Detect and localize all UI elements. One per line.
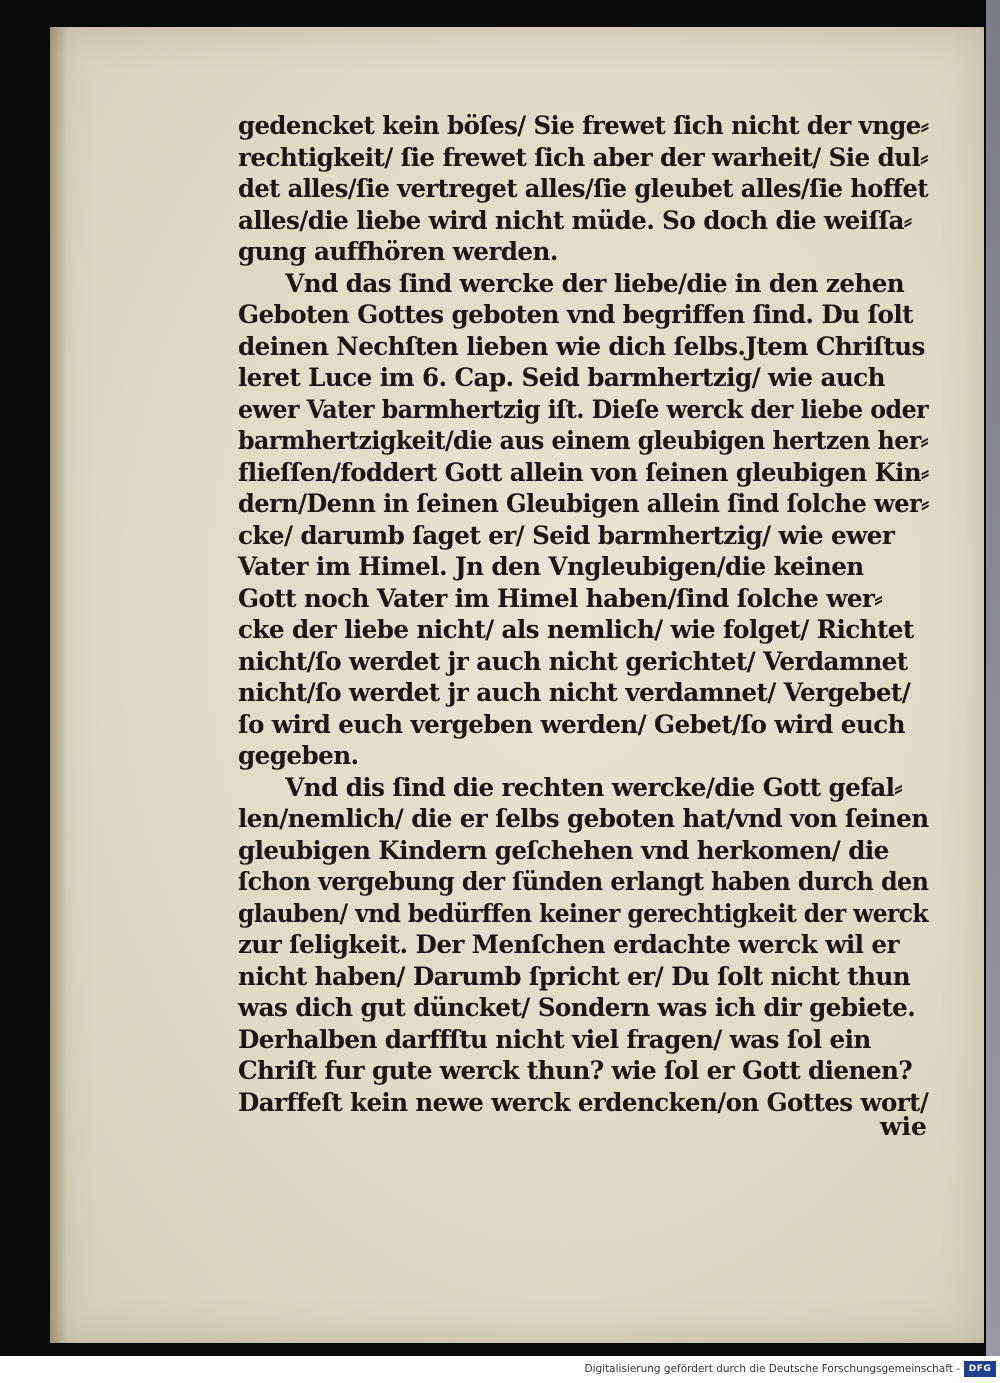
text-line: cke der liebe nicht/ als nemlich/ wie folget/ Richtet: [238, 615, 914, 644]
catchword: wie: [880, 1112, 927, 1141]
text-line: deinen Nechſten lieben wie dich ſelbs.Jtem Chriſtus: [238, 331, 925, 361]
text-line: Chriſt fur gute werck thun? wie ſol er Gott dienen?: [238, 1056, 913, 1085]
text-line: gegeben.: [238, 741, 359, 770]
text-line: ſchon vergebung der ſünden erlangt haben durch den: [238, 867, 929, 896]
text-line: ewer Vater barmhertzig iſt. Dieſe werck der liebe oder: [238, 394, 929, 424]
footer-bar: [0, 1356, 1000, 1383]
text-line: nicht haben/ Darumb ſpricht er/ Du ſolt nicht thun: [238, 961, 911, 991]
text-line: leret Luce im 6. Cap. Seid barmhertzig/ wie auch: [238, 363, 885, 392]
text-line: cke/ darumb ſaget er/ Seid barmhertzig/ wie ewer: [238, 520, 895, 550]
text-line: nicht/ſo werdet jr auch nicht verdamnet/ Vergebet/: [238, 678, 911, 707]
text-line: glauben/ vnd bedürffen keiner gerechtigkeit der werck: [238, 898, 929, 928]
text-line: Gott noch Vater im Himel haben/ſind ſolche wer⸗: [238, 583, 882, 613]
text-line: gung auffhören werden.: [238, 237, 558, 266]
text-line: dern/Denn in ſeinen Gleubigen allein ſind ſolche wer⸗: [238, 489, 929, 518]
text-line: alles/die liebe wird nicht müde. So doch die weiſſa⸗: [238, 205, 912, 235]
text-line: rechtigkeit/ ſie frewet ſich aber der warheit/ Sie dul⸗: [238, 142, 928, 172]
scan-edge-strip: [986, 0, 1000, 1356]
text-line: gleubigen Kindern geſchehen vnd herkomen/ die: [238, 835, 889, 865]
page-text-block: [238, 110, 938, 1118]
text-line: was dich gut düncket/ Sondern was ich dir gebiete.: [238, 993, 916, 1022]
text-line: Darffeſt kein newe werck erdencken/on Gottes wort/: [238, 1087, 929, 1117]
text-line: barmhertzigkeit/die aus einem gleubigen hertzen her⸗: [238, 426, 928, 455]
text-line: nicht/ſo werdet jr auch nicht gerichtet/ Verdamnet: [238, 646, 908, 676]
text-line: gedencket kein böſes/ Sie frewet ſich nicht der vnge⸗: [238, 111, 929, 140]
text-line: flieſſen/foddert Gott allein von ſeinen gleubigen Kin⸗: [238, 457, 929, 487]
text-line: Vater im Himel. Jn den Vngleubigen/die keinen: [238, 552, 864, 581]
text-line: zur ſeligkeit. Der Menſchen erdachte werck wil er: [238, 930, 899, 959]
text-line: len/nemlich/ die er ſelbs geboten hat/vnd von ſeinen: [238, 804, 929, 833]
text-line: Vnd dis ſind die rechten wercke/die Gott gefal⸗: [285, 772, 902, 802]
text-line: Geboten Gottes geboten vnd begriffen ſind. Du ſolt: [238, 300, 913, 329]
dfg-logo-icon: DFG: [964, 1361, 996, 1377]
text-line: ſo wird euch vergeben werden/ Gebet/ſo wird euch: [238, 709, 905, 739]
funding-credit: Digitalisierung gefördert durch die Deutsche Forschungsgemeinschaft -: [584, 1363, 960, 1375]
text-line: Vnd das ſind wercke der liebe/die in den zehen: [285, 268, 905, 298]
text-line: Derhalben darffſtu nicht viel fragen/ was ſol ein: [238, 1024, 871, 1054]
text-line: det alles/ſie vertreget alles/ſie gleubet alles/ſie hoffet: [238, 174, 928, 203]
